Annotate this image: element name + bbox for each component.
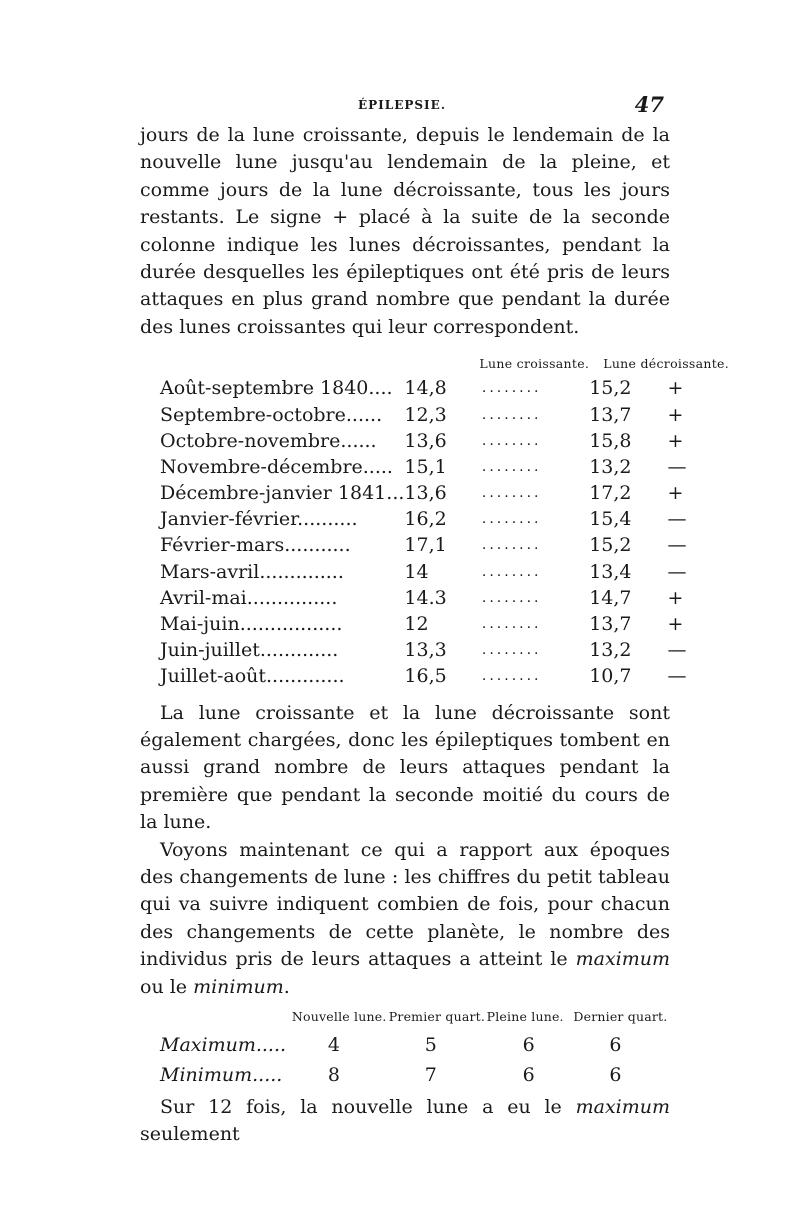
paragraph-conclusion: La lune croissante et la lune décroissante sont également chargées, donc les épileptiques tombent en aussi grand nombre de leurs attaques pendant la première que pendant la seconde moitié du cours de la lune. [140,701,670,834]
lune-row [140,585,729,611]
comparison-sign: + [667,482,684,505]
lune-row [140,637,729,663]
dot-leader: ........ [481,432,542,449]
value-croissante: 12 [404,613,429,636]
value-decroissante: 15,2 [589,534,632,557]
lune-row [140,663,729,689]
value-decroissante: 15,8 [589,429,632,452]
phase-value: 8 [327,1063,341,1086]
comparison-sign: + [667,429,684,452]
paragraph-changements-end: . [283,975,290,998]
lune-row [140,506,729,532]
value-decroissante: 10,7 [589,665,632,688]
phase-col-header: Pleine lune. [486,1008,564,1024]
intro-paragraph: jours de la lune croissante, depuis le lendemain de la nouvelle lune jusqu'au lendemain de la pleine, et comme jours de la lune décroissante, tous les jours restants. Le signe + placé à la suite de la seconde colonne indique les lunes décroissantes, pendant la durée desquelles les épileptiques ont été pris de leurs attaques en plus grand nombre que pendant la durée des lunes croissantes qui leur correspondent. [140,124,670,338]
lune-row [140,559,729,585]
lune-row [140,532,729,558]
col-header-decroissante: Lune décroissante. [603,356,730,372]
comparison-sign: + [667,377,684,400]
phase-table-header [140,1009,670,1030]
phase-value: 6 [522,1063,535,1086]
value-croissante: 16,5 [404,665,447,688]
dot-leader: ........ [481,642,542,659]
value-decroissante: 13,7 [589,613,632,636]
value-decroissante: 14,7 [589,586,632,609]
lune-row [140,401,729,427]
running-title: ÉPILEPSIE. [358,98,446,112]
value-croissante: 13,3 [404,639,447,662]
page-header [140,92,670,122]
row-label: Janvier-février.......... [160,508,358,531]
row-label: Février-mars........... [160,534,351,557]
comparison-sign: + [667,613,684,636]
phase-value: 6 [522,1033,535,1056]
phase-value: 4 [327,1033,341,1056]
comparison-sign: — [667,665,687,688]
row-label: Mai-juin................. [160,613,343,636]
phase-value: 6 [609,1033,622,1056]
phase-col-header: Premier quart. [388,1008,486,1024]
lune-table [140,356,729,689]
phase-row-label: Maximum..... [160,1033,287,1056]
comparison-sign: — [667,639,687,662]
row-label: Septembre-octobre...... [160,403,383,426]
last-line [140,1094,670,1149]
row-label: Août-septembre 1840.... [160,377,393,400]
paragraph-changements [140,837,670,1001]
value-decroissante: 13,4 [589,560,632,583]
phase-table-body [140,1030,670,1090]
phase-table [140,1009,670,1090]
row-label: Novembre-décembre..... [160,455,393,478]
phase-row-label: Minimum..... [160,1063,283,1086]
phase-col-header: Dernier quart. [573,1008,668,1024]
comparison-sign: + [667,586,684,609]
lune-row [140,428,729,454]
comparison-sign: + [667,403,684,426]
minimum-term: minimum [193,975,284,998]
dot-leader: ........ [481,616,542,633]
value-croissante: 16,2 [404,508,447,531]
value-croissante: 14,8 [404,377,447,400]
comparison-sign: — [667,560,687,583]
value-croissante: 15,1 [404,455,447,478]
phase-row [140,1030,670,1060]
row-label: Juillet-août............. [160,665,345,688]
value-croissante: 14.3 [404,586,447,609]
col-header-croissante: Lune croissante. [479,356,590,372]
value-decroissante: 13,2 [589,455,632,478]
paragraph-changements-mid: ou le [140,975,194,998]
phase-row [140,1060,670,1090]
lune-row [140,375,729,401]
comparison-sign: — [667,534,687,557]
phase-value: 7 [424,1063,437,1086]
phase-value: 5 [424,1033,437,1056]
dot-leader: ........ [481,485,542,502]
page-number: 47 [634,92,664,117]
value-decroissante: 15,2 [589,377,632,400]
paragraph-changements-text: Voyons maintenant ce qui a rapport aux époques des changements de lune : les chiffres du petit tableau qui va suivre indiquent combien de fois, pour chacun des changements de cette planète, le nombre des individus pris de leurs attaques a atteint le [140,838,670,971]
last-line-end: seulement [140,1123,240,1146]
last-line-text: Sur 12 fois, la nouvelle lune a eu le [160,1095,576,1118]
book-page [140,92,730,1149]
row-label: Décembre-janvier 1841... [160,482,405,505]
dot-leader: ........ [481,563,542,580]
value-decroissante: 13,2 [589,639,632,662]
comparison-sign: — [667,455,687,478]
dot-leader: ........ [481,406,542,423]
value-croissante: 14 [404,560,429,583]
lune-row [140,454,729,480]
dot-leader: ........ [481,380,542,397]
row-label: Mars-avril.............. [160,560,344,583]
phase-col-header: Nouvelle lune. [291,1008,387,1024]
value-croissante: 13,6 [404,429,447,452]
value-croissante: 13,6 [404,482,447,505]
value-decroissante: 15,4 [589,508,632,531]
value-croissante: 17,1 [404,534,447,557]
dot-leader: ........ [481,458,542,475]
maximum-term: maximum [575,948,670,971]
dot-leader: ........ [481,537,542,554]
lune-row [140,611,729,637]
lune-table-header [140,356,729,375]
lune-table-body [140,375,729,689]
lune-row [140,480,729,506]
row-label: Juin-juillet............. [160,639,339,662]
row-label: Avril-mai............... [160,586,338,609]
dot-leader: ........ [481,589,542,606]
dot-leader: ........ [481,668,542,685]
phase-value: 6 [609,1063,622,1086]
row-label: Octobre-novembre...... [160,429,377,452]
dot-leader: ........ [481,511,542,528]
value-decroissante: 13,7 [589,403,632,426]
value-croissante: 12,3 [404,403,447,426]
last-line-maximum: maximum [575,1095,670,1118]
comparison-sign: — [667,508,687,531]
value-decroissante: 17,2 [589,482,632,505]
